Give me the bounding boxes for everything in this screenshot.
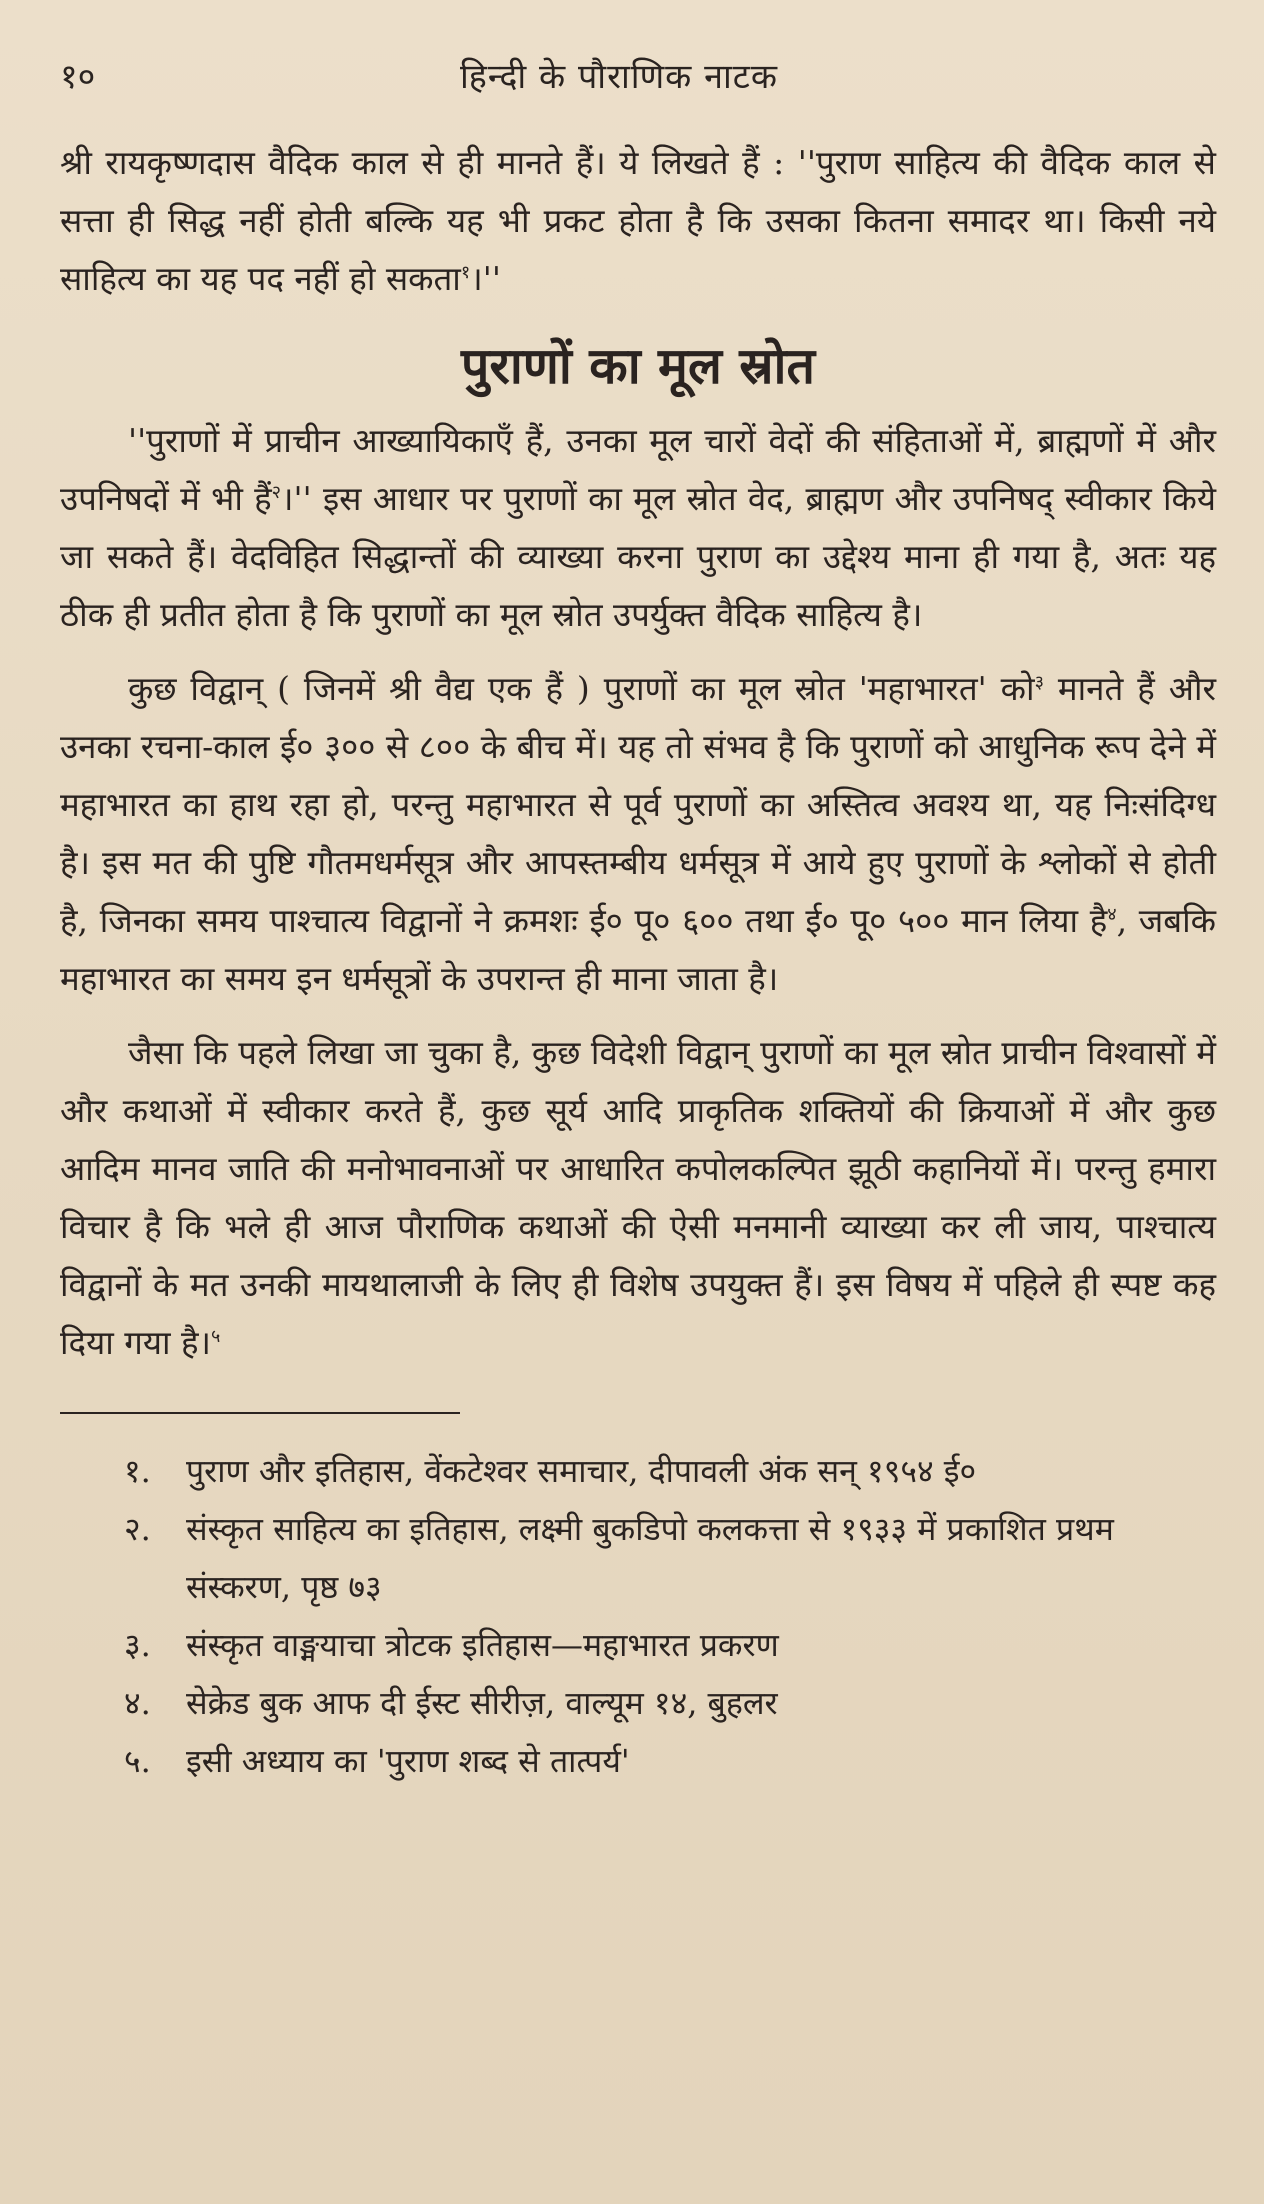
para2-end: , जबकि महाभारत का समय इन धर्मसूत्रों के उपरान्त ही माना जाता है।: [60, 901, 1216, 998]
paragraph-1: [60, 412, 1216, 644]
para1-rest: ।'' इस आधार पर पुराणों का मूल स्रोत वेद, ब्राह्मण और उपनिषद् स्वीकार किये जा सकते हैं। वेदविहित सिद्धान्तों की व्याख्या करना पुराण का उद्देश्य माना ही गया है, अतः यह ठीक ही प्रतीत होता है कि पुराणों का मूल स्रोत उपर्युक्त वैदिक साहित्य है।: [60, 479, 1217, 634]
footnote-item: [124, 1616, 1216, 1674]
footnote-number: ५.: [124, 1742, 151, 1780]
footnote-ref-4: ४: [1107, 904, 1117, 925]
footnote-list: [60, 1442, 1216, 1790]
footnote-divider: [60, 1412, 460, 1414]
footnote-number: २.: [124, 1510, 151, 1548]
paragraph-2: [60, 660, 1216, 1008]
footnote-text: सेक्रेड बुक आफ दी ईस्ट सीरीज़, वाल्यूम १४, बुहलर: [186, 1684, 778, 1722]
footnote-text: इसी अध्याय का 'पुराण शब्द से तात्पर्य': [186, 1742, 630, 1780]
footnote-ref-2: २: [271, 482, 282, 503]
footnote-item: [124, 1674, 1216, 1732]
footnote-text: संस्कृत वाङ्मयाचा त्रोटक इतिहास—महाभारत प्रकरण: [186, 1626, 779, 1664]
footnote-text: संस्कृत साहित्य का इतिहास, लक्ष्मी बुकडिपो कलकत्ता से १९३३ में प्रकाशित प्रथम संस्करण, पृष्ठ ७३: [186, 1510, 1114, 1606]
footnote-item: [124, 1500, 1216, 1616]
footnote-ref-1: १: [460, 262, 471, 283]
paragraph-3: [60, 1024, 1216, 1372]
running-head: [60, 52, 1216, 112]
para2-text: कुछ विद्वान् ( जिनमें श्री वैद्य एक हैं ) पुराणों का मूल स्रोत 'महाभारत' को: [128, 669, 1035, 708]
footnote-number: १.: [124, 1452, 151, 1490]
footnote-number: ४.: [124, 1684, 151, 1722]
footnote-item: [124, 1732, 1216, 1790]
section-heading: पुराणों का मूल स्रोत: [460, 336, 816, 395]
intro-paragraph: [60, 134, 1216, 308]
intro-end: ।'': [470, 259, 501, 298]
para2-mid: मानते हैं और उनका रचना-काल ई० ३०० से ८०० के बीच में। यह तो संभव है कि पुराणों को आधुनिक रूप देने में महाभारत का हाथ रहा हो, परन्तु महाभारत से पूर्व पुराणों का अस्तित्व अवश्य था, यह निःसंदिग्ध है। इस मत की पुष्टि गौतमधर्मसूत्र और आपस्तम्बीय धर्मसूत्र में आये हुए पुराणों के श्लोकों से होती है, जिनका समय पाश्चात्य विद्वानों ने क्रमशः ई० पू० ६०० तथा ई० पू० ५०० मान लिया है: [60, 669, 1216, 940]
footnote-ref-3: ३: [1034, 672, 1044, 693]
para3-text: जैसा कि पहले लिखा जा चुका है, कुछ विदेशी विद्वान् पुराणों का मूल स्रोत प्राचीन विश्वासों में और कथाओं में स्वीकार करते हैं, कुछ सूर्य आदि प्राकृतिक शक्तियों की क्रियाओं में और कुछ आदिम मानव जाति की मनोभावनाओं पर आधारित कपोलकल्पित झूठी कहानियों में। परन्तु हमारा विचार है कि भले ही आज पौराणिक कथाओं की ऐसी मनमानी व्याख्या कर ली जाय, पाश्चात्य विद्वानों के मत उनकी मायथालाजी के लिए ही विशेष उपयुक्त हैं। इस विषय में पहिले ही स्पष्ट कह दिया गया है।: [60, 1033, 1216, 1362]
intro-text: श्री रायकृष्णदास वैदिक काल से ही मानते हैं। ये लिखते हैं : ''पुराण साहित्य की वैदिक काल से सत्ता ही सिद्ध नहीं होती बल्कि यह भी प्रकट होता है कि उसका कितना समादर था। किसी नये साहित्य का यह पद नहीं हो सकता: [60, 143, 1216, 298]
book-title: हिन्दी के पौराणिक नाटक: [460, 57, 779, 97]
footnote-text: पुराण और इतिहास, वेंकटेश्वर समाचार, दीपावली अंक सन् १९५४ ई०: [186, 1452, 977, 1490]
page-number: १०: [60, 57, 96, 97]
footnote-ref-5: ५: [211, 1326, 221, 1347]
footnote-item: [124, 1442, 1216, 1500]
para1-text: ''पुराणों में प्राचीन आख्यायिकाएँ हैं, उनका मूल चारों वेदों की संहिताओं में, ब्राह्मणों में और उपनिषदों में भी हैं: [60, 421, 1216, 518]
footnote-number: ३.: [124, 1626, 151, 1664]
